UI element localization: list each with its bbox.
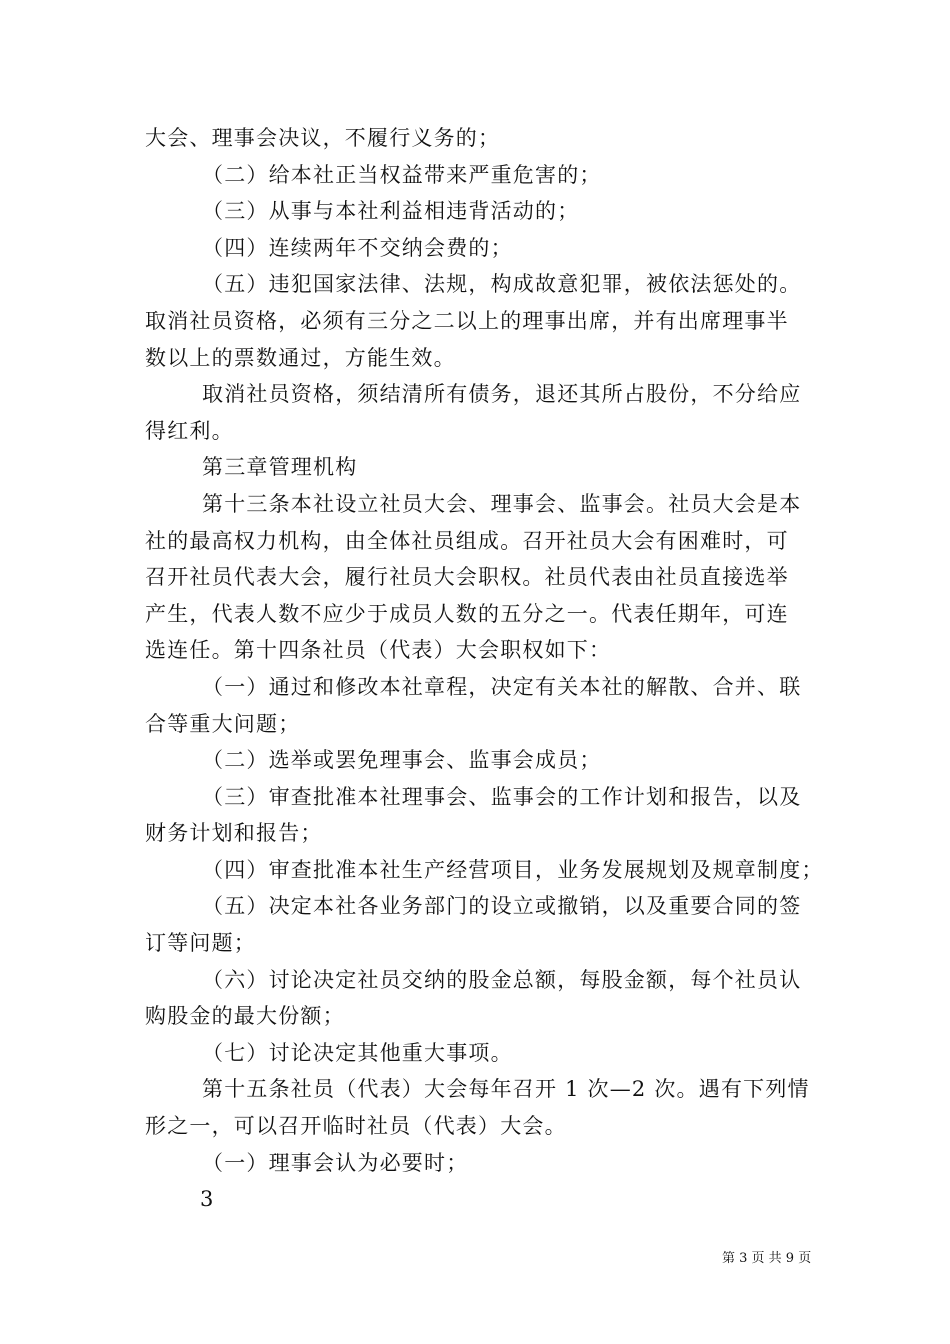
text-line: 第三章管理机构 [202, 455, 358, 480]
document-body [145, 120, 824, 1181]
text-line: （三）从事与本社利益相违背活动的； [202, 199, 580, 224]
text-line: 第十五条社员（代表）大会每年召开 1 次—2 次。遇有下列情 [202, 1077, 810, 1102]
text-line: 第十三条本社设立社员大会、理事会、监事会。社员大会是本 [202, 491, 802, 516]
text-line: 得红利。 [145, 418, 234, 443]
text-line: 产生，代表人数不应少于成员人数的五分之一。代表任期年，可连 [145, 601, 789, 626]
page-footer: 第 3 页 共 9 页 [722, 1251, 812, 1266]
text-line: （二）选举或罢免理事会、监事会成员； [202, 748, 602, 773]
text-line: 选连任。第十四条社员（代表）大会职权如下： [145, 638, 612, 663]
text-line: 财务计划和报告； [145, 821, 323, 846]
text-line: 大会、理事会决议，不履行义务的； [145, 126, 501, 150]
text-line: （二）给本社正当权益带来严重危害的； [202, 162, 602, 187]
text-line: （六）讨论决定社员交纳的股金总额，每股金额，每个社员认 [202, 967, 802, 992]
text-line: （五）违犯国家法律、法规，构成故意犯罪，被依法惩处的。 [202, 272, 802, 297]
text-line: （一）通过和修改本社章程，决定有关本社的解散、合并、联 [202, 674, 802, 699]
text-line: （七）讨论决定其他重大事项。 [202, 1040, 513, 1065]
page-number: 3 [200, 1187, 214, 1211]
text-line: 社的最高权力机构，由全体社员组成。召开社员大会有困难时，可 [145, 528, 789, 553]
text-line: 形之一，可以召开临时社员（代表）大会。 [145, 1114, 567, 1139]
text-line: 取消社员资格，必须有三分之二以上的理事出席，并有出席理事半 [145, 308, 789, 333]
text-line: 订等问题； [145, 931, 256, 956]
text-line: （五）决定本社各业务部门的设立或撤销，以及重要合同的签 [202, 894, 802, 919]
text-line: 取消社员资格，须结清所有债务，退还其所占股份，不分给应 [202, 382, 802, 407]
text-line: 购股金的最大份额； [145, 1004, 345, 1029]
text-line: （四）连续两年不交纳会费的； [202, 235, 513, 260]
text-line: 召开社员代表大会，履行社员大会职权。社员代表由社员直接选举 [145, 565, 789, 590]
text-line: （三）审查批准本社理事会、监事会的工作计划和报告，以及 [202, 784, 802, 809]
text-line: （四）审查批准本社生产经营项目，业务发展规划及规章制度； [202, 857, 824, 882]
text-line: 数以上的票数通过，方能生效。 [145, 345, 456, 370]
text-line: 合等重大问题； [145, 711, 301, 736]
text-line: （一）理事会认为必要时； [202, 1150, 469, 1175]
